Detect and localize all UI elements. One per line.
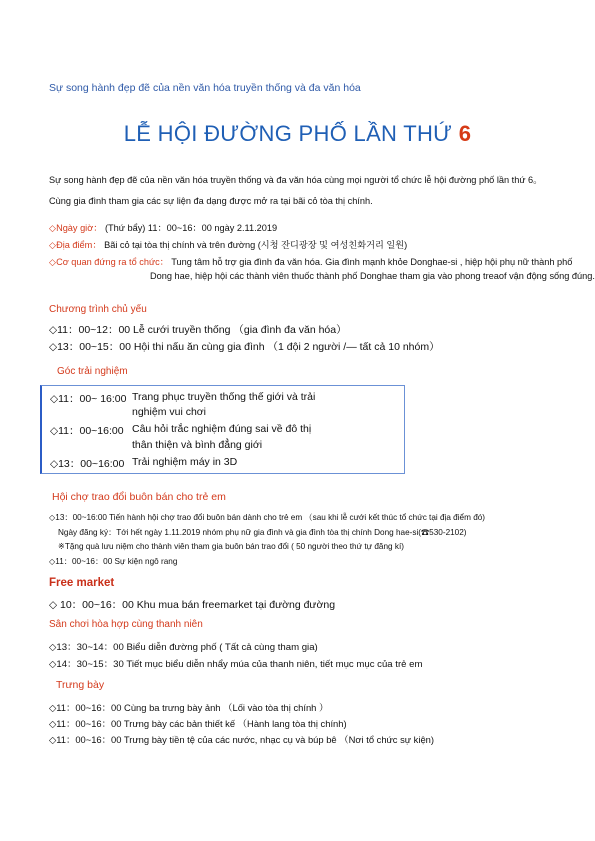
experience-time-2: ◇11：00~16:00 xyxy=(50,425,124,437)
info-place xyxy=(49,237,407,251)
main-program-item-1: ◇11：00~12：00 Lễ cưới truyền thống （gia đình đa văn hóa） xyxy=(49,324,347,336)
exhibit-heading: Trưng bày xyxy=(56,679,105,691)
free-market-item: ◇ 10：00~16：00 Khu mua bán freemarket tại đường đường xyxy=(49,599,336,611)
exhibit-item-1: ◇11：00~16：00 Cùng ba trưng bày ảnh （Lối vào tòa thị chính ） xyxy=(49,702,329,713)
experience-text-1a: Trang phục truyền thống thế giới và trải xyxy=(132,391,316,403)
experience-text-2a: Câu hỏi trắc nghiệm đúng sai về đô thị xyxy=(132,423,312,435)
date-value: (Thứ bẩy) 11：00~16：00 ngày 2.11.2019 xyxy=(105,223,278,233)
exhibit-item-2: ◇11：00~16：00 Trưng bày các bản thiết kế （Hành lang tòa thị chính) xyxy=(49,718,347,729)
experience-text-3: Trải nghiệm máy in 3D xyxy=(132,456,238,468)
youth-item-1: ◇13：30~14：00 Biểu diễn đường phố ( Tất cả cùng tham gia) xyxy=(49,642,318,653)
place-value: Bãi cỏ tại tòa thị chính và trên đường (시청 잔디광장 및 여성친화거리 일원) xyxy=(104,240,408,250)
exhibit-item-3: ◇11：00~16：00 Trưng bày tiền tệ của các nước, nhạc cụ và búp bê （Nơi tổ chức sự kiện) xyxy=(49,734,434,745)
organizer-value-2: Dong hae, hiệp hội các thành viên thuốc thành phố Donghae tham gia vào phong treaof vận động sống đúng. xyxy=(150,271,595,281)
experience-item-3 xyxy=(50,456,124,471)
intro-line-2: Cùng gia đình tham gia các sự liện đa dạng được mở ra tại bãi cỏ tòa thị chính. xyxy=(49,196,373,206)
title-text: LỄ HỘI ĐƯỜNG PHỐ LẦN THỨ xyxy=(123,121,453,146)
title-number: 6 xyxy=(458,121,472,146)
experience-text-2b: thân thiện và bình đẳng giới xyxy=(132,439,263,451)
exchange-line-3: ※Tặng quà lưu niệm cho thành viên tham gia buôn bán trao đổi ( 50 người theo thứ tự đăng kí) xyxy=(58,542,404,551)
experience-item-1 xyxy=(50,391,126,406)
main-program-heading: Chương trình chủ yếu xyxy=(49,304,147,315)
experience-text-1b: nghiệm vui chơi xyxy=(132,406,207,418)
exchange-line-4: ◇11：00~16：00 Sự kiện ngô rang xyxy=(49,557,178,566)
experience-time-1: ◇11：00~ 16:00 xyxy=(50,393,127,405)
exchange-line-1: ◇13：00~16:00 Tiến hành hội chợ trao đổi buôn bán dành cho trẻ em （sau khi lễ cưới kết thúc tổ chức tại địa điểm đó) xyxy=(49,513,486,522)
intro-line-1: Sự song hành đẹp đẽ của nền văn hóa truyền thống và đa văn hóa cùng mọi người tổ chức lễ hội đường phố lần thứ 6。 xyxy=(49,175,543,185)
page-title xyxy=(0,121,595,147)
experience-time-3: ◇13：00~16:00 xyxy=(50,458,125,470)
experience-box xyxy=(40,385,405,474)
experience-heading: Góc trải nghiệm xyxy=(57,366,128,377)
tagline: Sự song hành đẹp đẽ của nền văn hóa truyền thống và đa văn hóa xyxy=(49,82,361,94)
free-market-heading: Free market xyxy=(49,577,115,589)
youth-heading: Sân chơi hòa hợp cùng thanh niên xyxy=(49,619,203,630)
experience-item-2 xyxy=(50,423,124,438)
place-label: ◇Địa điểm： xyxy=(49,240,102,250)
organizer-label: ◇Cơ quan đứng ra tổ chức： xyxy=(49,257,169,267)
info-organizer xyxy=(49,254,572,268)
exchange-line-2: Ngày đăng ký：Tới hết ngày 1.11.2019 nhóm phụ nữ gia đình và gia đình tòa thị chính Dong hae-si(☎530-2102) xyxy=(58,528,467,537)
date-label: ◇Ngày giờ： xyxy=(49,223,103,233)
main-program-item-2: ◇13：00~15：00 Hội thi nấu ăn cùng gia đình （1 đội 2 người /— tất cả 10 nhóm） xyxy=(49,341,440,353)
info-date xyxy=(49,220,277,234)
exchange-heading: Hội chợ trao đổi buôn bán cho trẻ em xyxy=(52,491,226,503)
organizer-value-1: Tung tâm hỗ trợ gia đình đa văn hóa. Gia đình mạnh khỏe Donghae-si , hiệp hội phụ nữ thành phố xyxy=(171,257,573,267)
youth-item-2: ◇14：30~15：30 Tiết mục biểu diễn nhẩy múa của thanh niên, tiết mục mục của trẻ em xyxy=(49,659,423,670)
